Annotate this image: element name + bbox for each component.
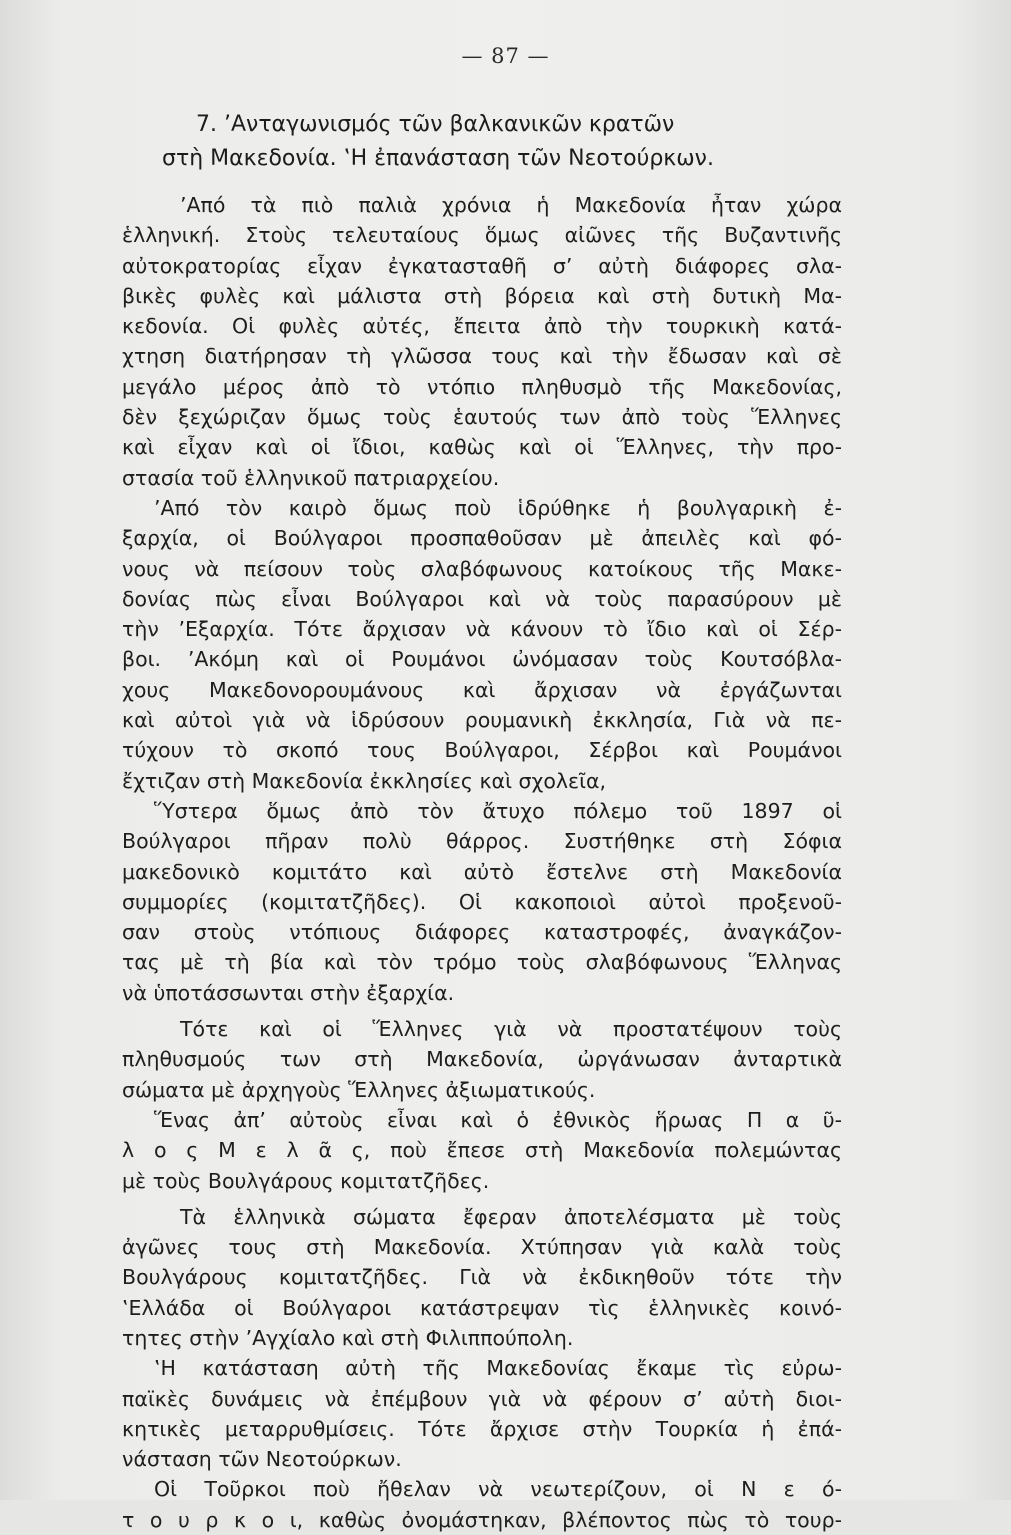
text-line: Βουλγάρους κομιτατζῆδες. Γιὰ νὰ ἐκδικηθοῦν τότε τὴν — [122, 1265, 842, 1290]
text-line: καὶ εἶχαν καὶ οἱ ἴδιοι, καθὼς καὶ οἱ Ἕλληνες, τὴν προ- — [122, 435, 842, 460]
text-line: καὶ αὐτοὶ γιὰ νὰ ἱδρύσουν ρουμανικὴ ἐκκλησία, Γιὰ νὰ πε- — [122, 708, 842, 733]
text-line: στασία τοῦ ἑλληνικοῦ πατριαρχείου. — [122, 465, 500, 490]
heading-line-1: 7. ’Ανταγωνισμός τῶν βαλκανικῶν κρατῶν — [196, 112, 675, 137]
text-line: Οἱ Τοῦρκοι ποὺ ἤθελαν νὰ νεωτερίζουν, οἱ Ν ε ό- — [154, 1477, 842, 1502]
text-line: δονίας πὼς εἶναι Βούλγαροι καὶ νὰ τοὺς παρασύρουν μὲ — [122, 586, 842, 611]
text-line: συμμορίες (κομιτατζῆδες). Οἱ κακοποιοὶ αὐτοὶ προξενοῦ- — [122, 889, 842, 914]
text-line: παϊκὲς δυνάμεις νὰ ἐπέμβουν γιὰ νὰ φέρουν σ’ αὐτὴ διοι- — [122, 1386, 842, 1411]
text-line: πληθυσμούς των στὴ Μακεδονία, ὠργάνωσαν ἀνταρτικὰ — [122, 1047, 842, 1072]
text-line: ’Από τὰ πιὸ παλιὰ χρόνια ἡ Μακεδονία ἦταν χώρα — [180, 193, 842, 217]
text-line: Βούλγαροι πῆραν πολὺ θάρρος. Συστήθηκε στὴ Σόφια — [122, 829, 842, 854]
text-line: τητες στὴν ’Αγχίαλο καὶ στὴ Φιλιππούπολη. — [122, 1325, 574, 1350]
text-line: τὴν ’Εξαρχία. Τότε ἄρχισαν νὰ κάνουν τὸ ἴδιο καὶ οἱ Σέρ- — [122, 617, 842, 642]
text-line: νὰ ὑποτάσσωνται στὴν ἐξαρχία. — [122, 980, 455, 1005]
text-line: σαν στοὺς ντόπιους διάφορες καταστροφές, ἀναγκάζον- — [122, 920, 842, 945]
page-number: — 87 — — [461, 44, 550, 68]
text-line: λ ο ς Μ ε λ ᾶ ς, ποὺ ἔπεσε στὴ Μακεδονία πολεμώντας — [122, 1138, 842, 1163]
text-line: βικὲς φυλὲς καὶ μάλιστα στὴ βόρεια καὶ στὴ δυτικὴ Μα- — [122, 283, 842, 308]
text-line: νους νὰ πείσουν τοὺς σλαβόφωνους κατοίκους τῆς Μακε- — [122, 556, 842, 581]
text-line: μακεδονικὸ κομιτάτο καὶ αὐτὸ ἔστελνε στὴ Μακεδονία — [122, 859, 842, 884]
text-line: νάσταση τῶν Νεοτούρκων. — [122, 1447, 402, 1472]
text-line: ἔχτιζαν στὴ Μακεδονία ἐκκλησίες καὶ σχολεῖα, — [122, 768, 607, 793]
text-line: σώματα μὲ ἀρχηγοὺς Ἕλληνες ἀξιωματικούς. — [122, 1077, 596, 1102]
text-line: ‛Η κατάσταση αὐτὴ τῆς Μακεδονίας ἔκαμε τὶς εὐρω- — [154, 1356, 842, 1381]
text-line: Ἕνας ἀπ’ αὐτοὺς εἶναι καὶ ὁ ἐθνικὸς ἥρωας Π α ῦ- — [154, 1107, 842, 1132]
text-line: βοι. ’Ακόμη καὶ οἱ Ρουμάνοι ὠνόμασαν τοὺς Κουτσόβλα- — [122, 647, 842, 672]
text-line: κητικὲς μεταρρυθμίσεις. Τότε ἄρχισε στὴν Τουρκία ἡ ἐπά- — [122, 1416, 842, 1441]
text-line: ’Από τὸν καιρὸ ὅμως ποὺ ἱδρύθηκε ἡ βουλγαρικὴ ἐ- — [154, 495, 842, 520]
text-line: αὐτοκρατορίας εἶχαν ἐγκατασταθῆ σ’ αὐτὴ διάφορες σλα- — [122, 253, 842, 278]
text-line: δὲν ξεχώριζαν ὅμως τοὺς ἑαυτούς των ἀπὸ τοὺς Ἕλληνες — [122, 405, 842, 430]
text-line: κεδονία. Οἱ φυλὲς αὐτές, ἔπειτα ἀπὸ τὴν τουρκικὴ κατά- — [122, 314, 842, 339]
text-line: ‛Ελλάδα οἱ Βούλγαροι κατάστρεψαν τὶς ἑλληνικὲς κοινό- — [122, 1295, 842, 1320]
text-line: ἀγῶνες τους στὴ Μακεδονία. Χτύπησαν γιὰ καλὰ τοὺς — [122, 1235, 842, 1260]
body-text — [122, 190, 842, 1535]
text-line: Ὕστερα ὅμως ἀπὸ τὸν ἄτυχο πόλεμο τοῦ 1897 οἱ — [154, 798, 842, 823]
text-line: τύχουν τὸ σκοπό τους Βούλγαροι, Σέρβοι καὶ Ρουμάνοι — [122, 738, 842, 763]
heading-line-2: στὴ Μακεδονία. ‛Η ἐπανάσταση τῶν Νεοτούρκων. — [162, 146, 714, 171]
text-line: τας μὲ τὴ βία καὶ τὸν τρόμο τοὺς σλαβόφωνους Ἕλληνας — [122, 950, 842, 975]
text-line: ξαρχία, οἱ Βούλγαροι προσπαθοῦσαν μὲ ἀπειλὲς καὶ φό- — [122, 526, 842, 551]
text-line: Τότε καὶ οἱ Ἕλληνες γιὰ νὰ προστατέψουν τοὺς — [180, 1017, 842, 1042]
text-line: τ ο υ ρ κ ο ι, καθὼς ὀνομάστηκαν, βλέποντος πὼς τὸ τουρ- — [122, 1507, 842, 1532]
text-line: χτηση διατήρησαν τὴ γλῶσσα τους καὶ τὴν ἔδωσαν καὶ σὲ — [122, 344, 842, 369]
text-line: μὲ τοὺς Βουλγάρους κομιτατζῆδες. — [122, 1168, 490, 1193]
text-line: Τὰ ἑλληνικὰ σώματα ἔφεραν ἀποτελέσματα μὲ τοὺς — [180, 1204, 842, 1229]
text-line: μεγάλο μέρος ἀπὸ τὸ ντόπιο πληθυσμὸ τῆς Μακεδονίας, — [122, 374, 842, 399]
text-line: ἑλληνική. Στοὺς τελευταίους ὅμως αἰῶνες τῆς Βυζαντινῆς — [122, 223, 842, 248]
text-line: χους Μακεδονορουμάνους καὶ ἄρχισαν νὰ ἐργάζωνται — [122, 677, 842, 702]
chapter-heading — [162, 108, 896, 176]
